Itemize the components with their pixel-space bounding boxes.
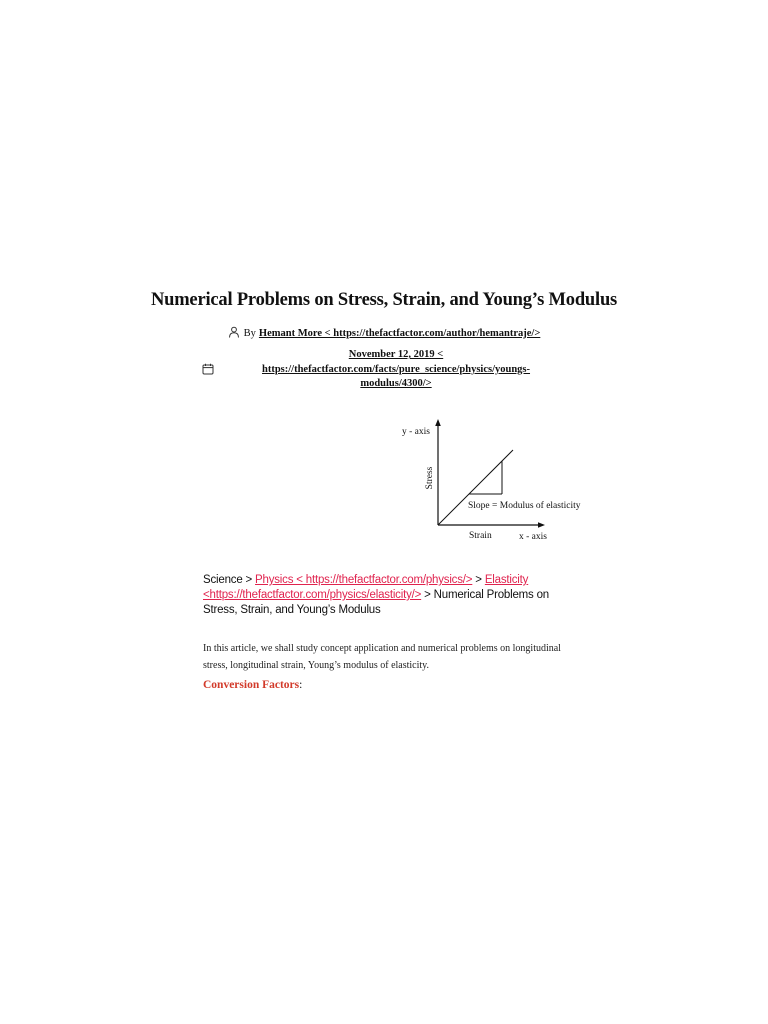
section-heading-text: Conversion Factors bbox=[203, 679, 300, 691]
breadcrumb-current: Numerical Problems on Stress, Strain, and Young’s Modulus bbox=[203, 589, 549, 616]
breadcrumb-separator: > bbox=[242, 574, 256, 586]
stress-label: Stress bbox=[425, 466, 435, 490]
x-axis-arrow bbox=[538, 522, 545, 528]
breadcrumb-physics-link[interactable]: Physics < https://thefactfactor.com/physics/> bbox=[255, 574, 473, 586]
breadcrumb-science: Science bbox=[203, 574, 243, 586]
stress-strain-graph bbox=[388, 418, 600, 548]
article-title: Numerical Problems on Stress, Strain, and Young’s Modulus bbox=[150, 290, 618, 310]
date-block bbox=[200, 348, 570, 396]
slope-label: Slope = Modulus of elasticity bbox=[468, 501, 581, 511]
strain-label: Strain bbox=[469, 531, 492, 541]
breadcrumb-separator: > bbox=[421, 589, 434, 601]
breadcrumb-elasticity-link[interactable]: Elasticity <https://thefactfactor.com/physics/elasticity/> bbox=[203, 574, 529, 601]
byline bbox=[0, 326, 768, 341]
intro-paragraph: In this article, we shall study concept application and numerical problems on longitudinal stress, longitudinal strain, Young’s modulus of elasticity. bbox=[203, 643, 561, 671]
calendar-icon bbox=[202, 363, 214, 375]
conversion-factors-heading bbox=[203, 679, 302, 691]
section-heading-colon: : bbox=[299, 679, 303, 691]
date-link[interactable]: November 12, 2019 < https://thefactfactor.com/facts/pure_science/physics/youngs-modulus/4300/> bbox=[261, 349, 531, 389]
breadcrumb bbox=[203, 573, 573, 618]
y-axis-arrow bbox=[435, 419, 441, 426]
y-axis-label: y - axis bbox=[402, 427, 430, 437]
byline-prefix: By bbox=[243, 328, 256, 339]
user-icon bbox=[228, 326, 240, 338]
author-link[interactable]: Hemant More < https://thefactfactor.com/author/hemantraje/> bbox=[258, 328, 541, 339]
x-axis-label: x - axis bbox=[519, 532, 547, 542]
breadcrumb-separator: > bbox=[472, 574, 485, 586]
